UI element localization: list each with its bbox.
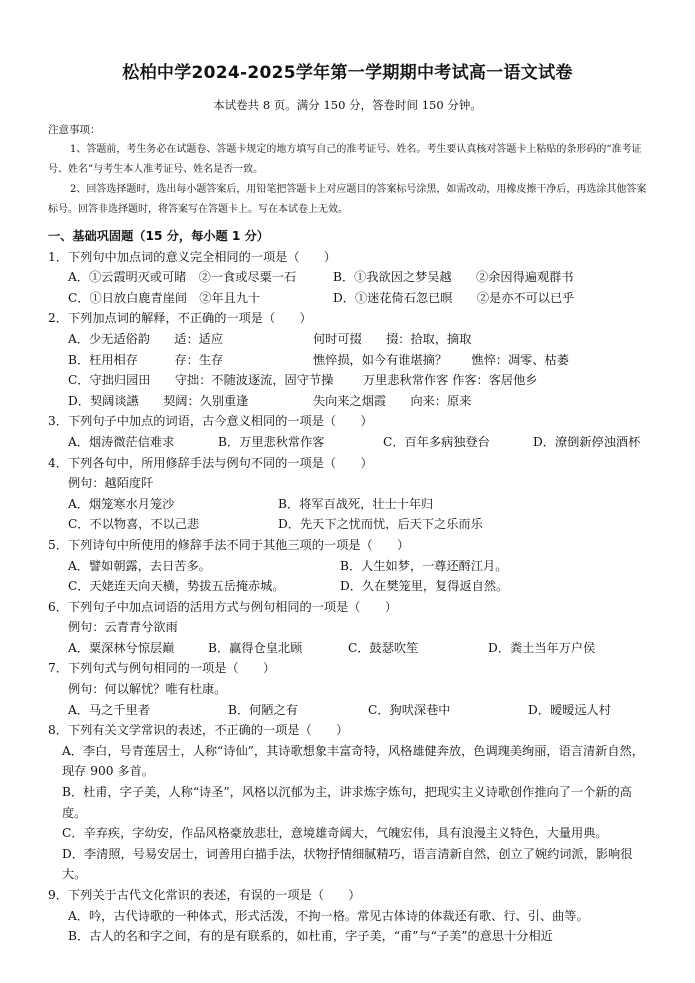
option-c: C．狗吠深巷中 [368,702,451,717]
option-d: D．先天下之忧而忧，后天下之乐而乐 [278,517,483,532]
option-b: B．杜甫，字子美，人称“诗圣”，风格以沉郁为主，讲求炼字炼句，把现实主义诗歌创作推向了一个新的高度。 [62,785,632,820]
example-sentence: 例句：何以解忧？唯有杜康。 [68,682,227,697]
option-b: B．万里悲秋常作客 [218,434,325,449]
option-d-part1: D．契阔谈讌 契阔：久别重逢 [68,393,249,408]
option-a: A．烟涛微茫信难求 [68,434,175,449]
option-d: D．潦倒新停浊酒杯 [533,434,641,449]
question-6 [48,597,656,659]
option-b: B．何陋之有 [228,702,298,717]
option-d: D．李清照，号易安居士，词善用白描手法，状物抒情细腻精巧，语言清新自然，创立了婉约词派，影响很大。 [62,846,633,882]
option-d: D．①迷花倚石忽已暝 ②是亦不可以已乎 [333,290,575,305]
option-c: C．不以物喜，不以己悲 [68,517,200,532]
notes-block [48,120,648,220]
example-sentence: 例句：越陌度阡 [68,476,154,491]
question-stem: 7．下列句式与例句相同的一项是（ ） [48,661,276,676]
question-3 [48,411,656,452]
question-stem: 2．下列加点词的解释，不正确的一项是（ ） [48,311,312,326]
option-c: C．鼓瑟吹笙 [348,640,419,655]
option-a: A．吟，古代诗歌的一种体式，形式活泼，不拘一格。常见古体诗的体裁还有歌、行、引、曲等。 [68,908,589,923]
option-a: A．李白，号青莲居士，人称“诗仙”，其诗歌想象丰富奇特，风格雄健奔放，色调瑰美绚丽，语言清新自然，现存 900 多首。 [62,743,644,779]
exam-title: 松柏中学2024-2025学年第一学期期中考试高一语文试卷 [122,63,573,83]
option-a: A．譬如朝露，去日苦多。 [68,558,211,573]
option-c-part1: C．守拙归园田 守拙：不随波逐流，固守节操 [68,373,334,388]
option-d: D．粪土当年万户侯 [488,640,596,655]
question-5 [48,535,656,597]
question-stem: 5．下列诗句中所使用的修辞手法不同于其他三项的一项是（ ） [48,537,410,552]
question-1 [48,247,656,309]
option-a: A．①云霞明灭或可睹 ②一食或尽粟一石 [68,270,297,285]
question-stem: 9．下列关于古代文化常识的表述，有误的一项是（ ） [48,888,361,902]
option-b-part1: B．枉用相存 存：生存 [68,352,224,367]
questions-block [48,226,656,947]
question-8 [48,720,656,885]
option-d: D．暧暧远人村 [528,702,611,717]
example-sentence: 例句：云青青兮欲雨 [68,620,178,635]
option-a-part2: 何时可掇 掇：拾取，摘取 [313,331,472,346]
question-2 [48,308,656,411]
question-stem: 6．下列句子中加点词语的活用方式与例句相同的一项是（ ） [48,599,398,614]
option-c: C．百年多病独登台 [383,434,490,449]
question-4 [48,453,656,535]
option-a: A．粟深林兮惊层巅 [68,640,175,655]
option-a: A．烟笼寒水月笼沙 [68,496,175,511]
option-d: D．久在樊笼里，复得返自然。 [340,579,509,594]
option-d-part2: 失向来之烟霞 向来：原来 [313,393,472,408]
option-b-part2: 憔悴损，如今有谁堪摘？ 憔悴：凋零、枯萎 [313,352,569,367]
notes-item-2: 2、回答选择题时，选出每小题答案后，用铅笔把答题卡上对应题目的答案标号涂黑，如需改动，用橡皮擦干净后，再选涂其他答案标号。回答非选择题时，将答案写在答题卡上。写在本试卷上无效。 [48,184,647,215]
option-b: B．将军百战死，壮士十年归 [278,496,434,511]
option-c-part2: 万里悲秋常作客 作客：客居他乡 [363,373,538,388]
option-b: B．古人的名和字之间，有的是有联系的，如杜甫，字子美，“甫”与“子美”的意思十分相近 [68,929,553,944]
exam-subtitle: 本试卷共 8 页。满分 150 分，答卷时间 150 分钟。 [213,98,482,112]
option-c: C．①日放白鹿青崖间 ②年且九十 [68,290,261,305]
question-9 [48,885,656,947]
option-c: C．辛弃疾，字幼安，作品风格豪放悲壮，意境雄奇阔大，气魄宏伟，具有浪漫主义特色，大量用典。 [62,826,608,841]
question-7 [48,658,656,720]
notes-item-1: 1、答题前，考生务必在试题卷、答题卡规定的地方填写自己的准考证号、姓名。考生要认真核对答题卡上粘贴的条形码的“准考证号、姓名”与考生本人准考证号、姓名是否一致。 [48,144,642,175]
option-c: C．天姥连天向天横，势拔五岳掩赤城。 [68,579,285,594]
question-stem: 8．下列有关文学常识的表述，不正确的一项是（ ） [48,723,349,738]
question-stem: 3．下列句子中加点的词语，古今意义相同的一项是（ ） [48,414,373,429]
option-b: B．赢得仓皇北顾 [208,640,303,655]
option-b: B．人生如梦，一尊还酹江月。 [340,558,508,573]
question-stem: 4．下列各句中，所用修辞手法与例句不同的一项是（ ） [48,455,373,470]
question-stem: 1．下列句中加点词的意义完全相同的一项是（ ） [48,249,337,264]
notes-heading: 注意事项： [48,124,101,136]
option-a: A．马之千里者 [68,702,150,717]
option-b: B．①我欲因之梦吴越 ②余因得遍观群书 [333,270,574,285]
option-a-part1: A．少无适俗韵 适：适应 [68,331,224,346]
section-heading: 一、基础巩固题（15 分，每小题 1 分） [48,229,269,243]
